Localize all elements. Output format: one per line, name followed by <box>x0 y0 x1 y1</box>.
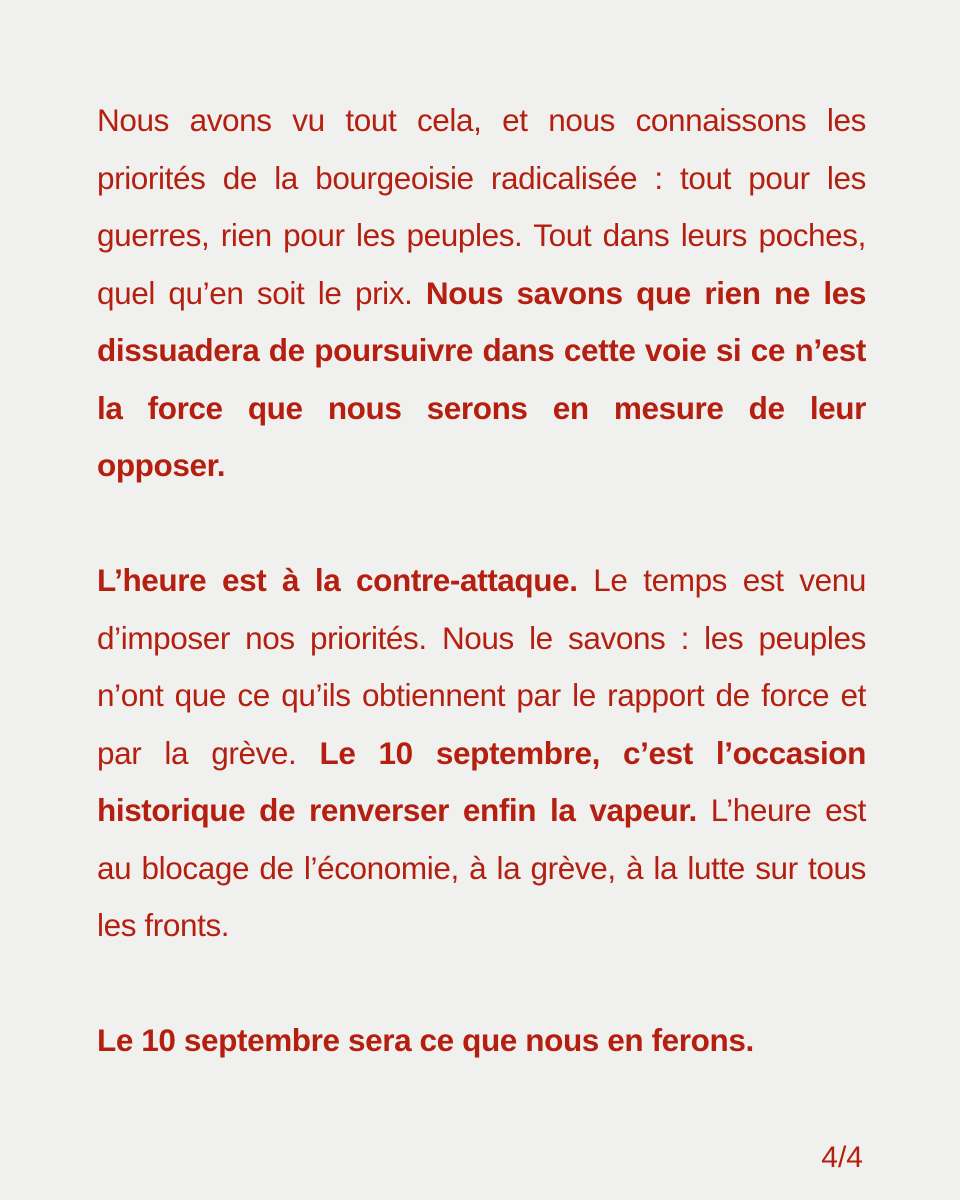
document-body <box>97 92 866 1070</box>
paragraph-1-emphasis-1: Nous savons que rien ne les dissuadera de poursuivre dans cette voie si ce n’est la force que nous serons en mesure de leur opposer. <box>97 274 866 483</box>
paragraph-2 <box>97 552 866 955</box>
paragraph-2-text-1: Le temps est venu d’imposer nos priorités. Nous le savons : les peuples n’ont que ce qu’ils obtiennent par le rapport de force et par la grève. <box>97 562 867 771</box>
paragraph-3 <box>97 1012 866 1070</box>
paragraph-2-text-2: L’heure est au blocage de l’économie, à la grève, à la lutte sur tous les fronts. <box>97 792 866 943</box>
paragraph-2-emphasis-1: L’heure est à la contre-attaque. <box>97 562 578 598</box>
paragraph-1-text-1: Nous avons vu tout cela, et nous connaissons les priorités de la bourgeoisie radicalisée : tout pour les guerres, rien pour les peuples. Tout dans leurs poches, quel qu’en soit le prix. <box>97 102 866 311</box>
paragraph-1 <box>97 92 866 495</box>
closing-statement: Le 10 septembre sera ce que nous en ferons. <box>97 1022 754 1058</box>
paragraph-2-emphasis-2: Le 10 septembre, c’est l’occasion historique de renverser enfin la vapeur. <box>97 734 866 828</box>
page-number: 4/4 <box>821 1141 863 1174</box>
